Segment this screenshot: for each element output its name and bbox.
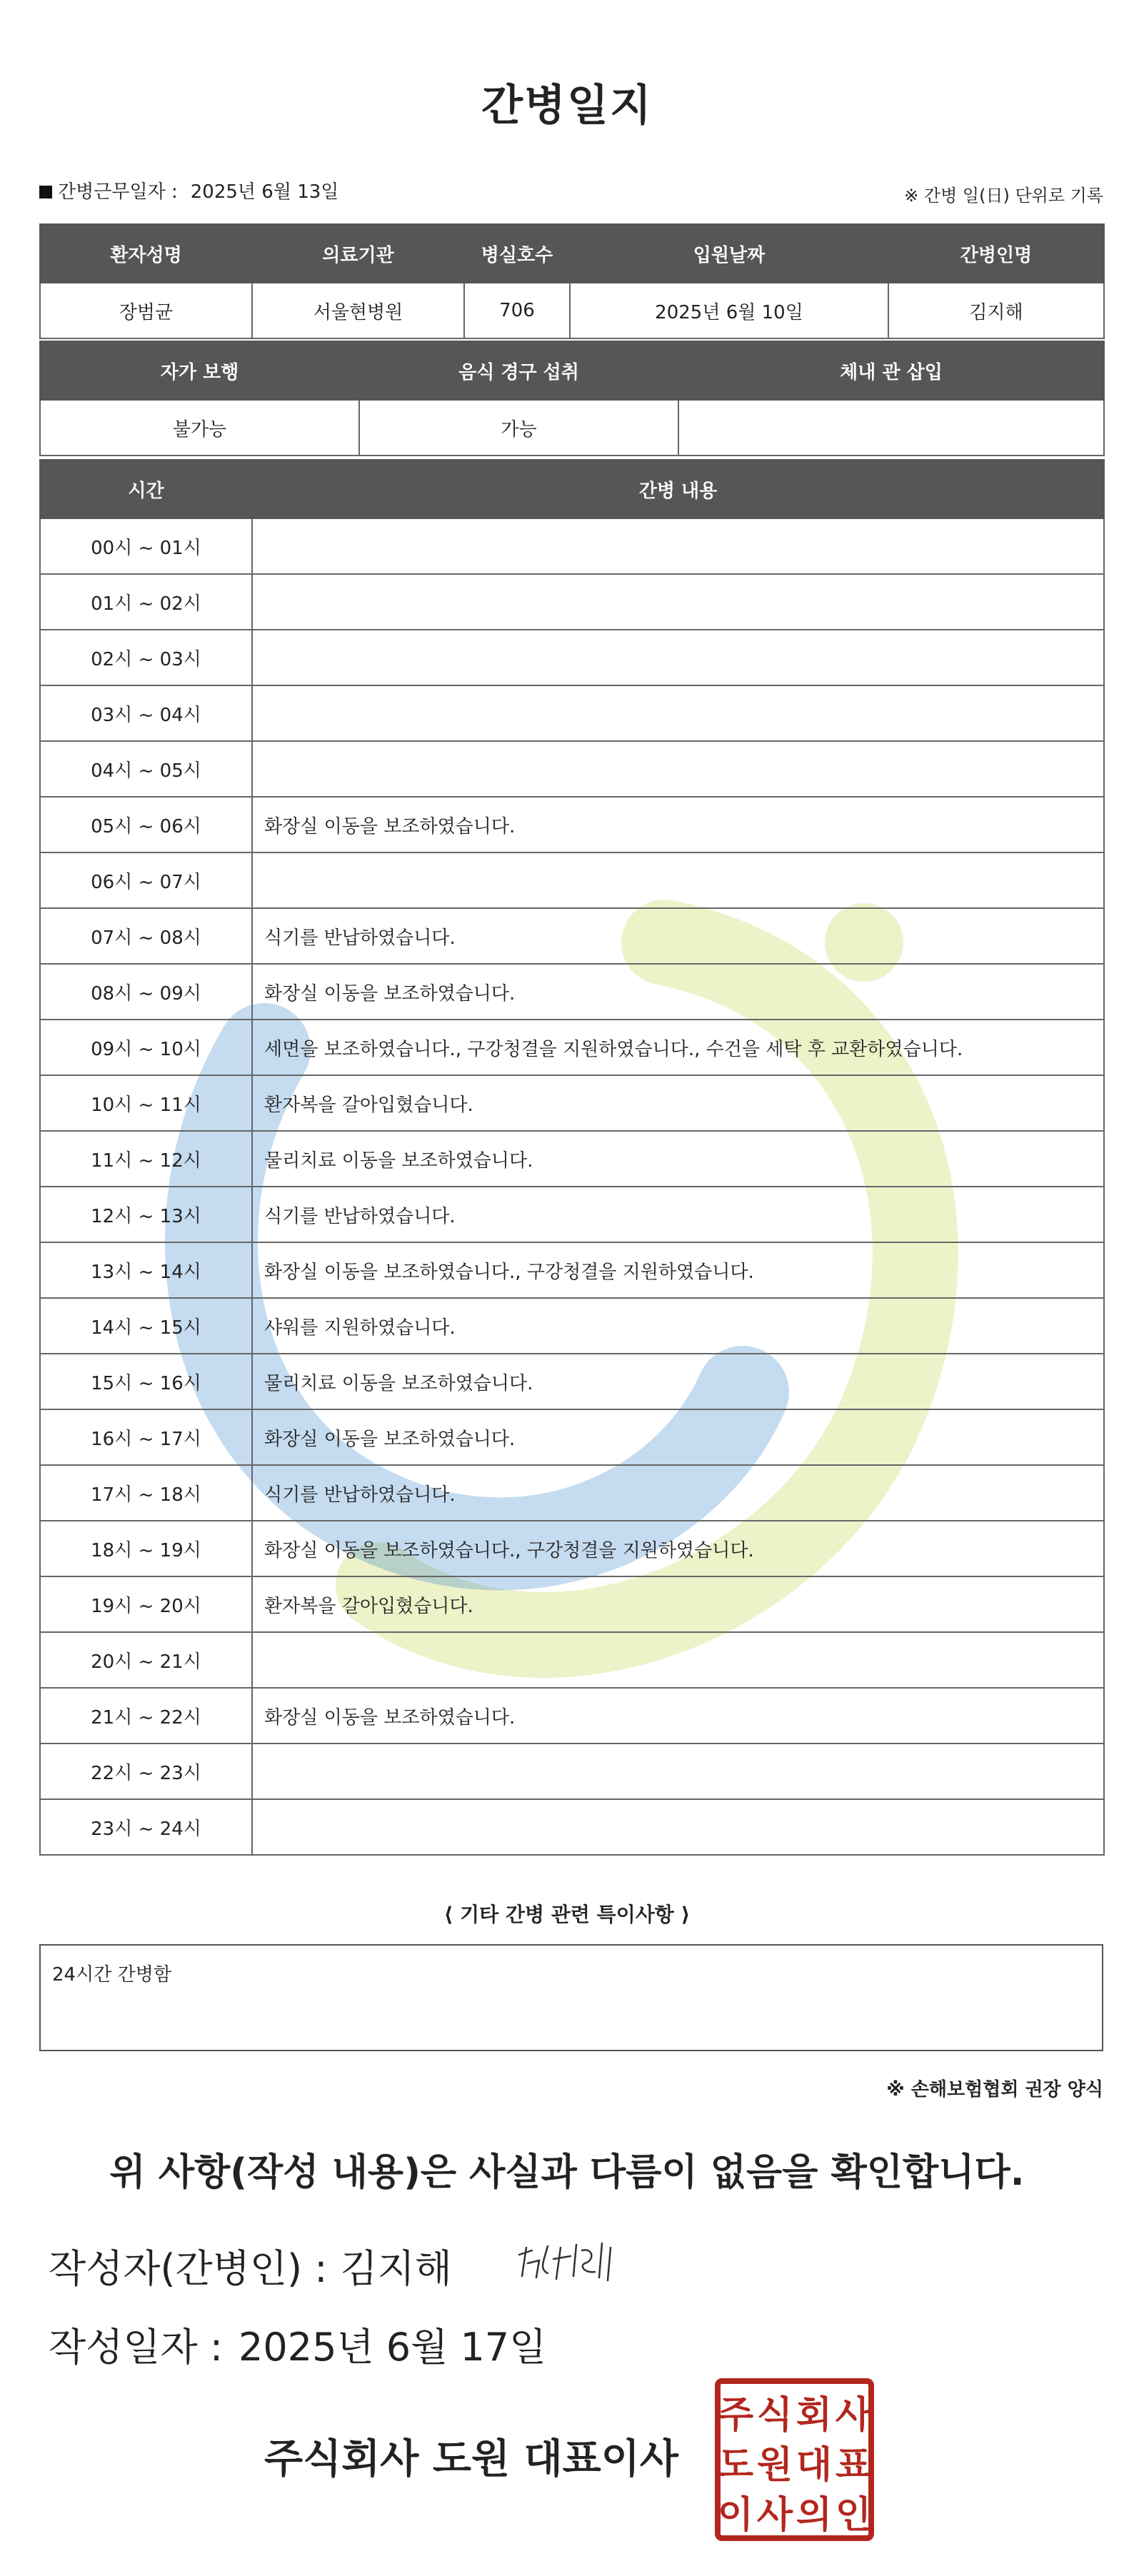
stamp-glyph: 원 [756, 2444, 793, 2487]
hour-range: 18시 ~ 19시 [40, 1521, 252, 1576]
care-content [252, 1744, 1104, 1799]
patient-name: 장범균 [40, 283, 252, 338]
care-content: 식기를 반납하였습니다. [252, 1465, 1104, 1521]
header-oral-intake: 음식 경구 섭취 [359, 341, 678, 400]
table-row [40, 574, 1104, 630]
table-row [40, 964, 1104, 1020]
patient-header-row [40, 224, 1104, 283]
confirm-statement: 위 사항(작성 내용)은 사실과 다름이 없음을 확인합니다. [109, 2151, 1025, 2194]
header-admission-date: 입원날짜 [570, 224, 888, 283]
hourly-care-table [39, 459, 1105, 1856]
hour-range: 19시 ~ 20시 [40, 1576, 252, 1632]
hour-range: 06시 ~ 07시 [40, 852, 252, 908]
hour-range: 00시 ~ 01시 [40, 518, 252, 574]
remarks-box [39, 1944, 1103, 2051]
hour-range: 04시 ~ 05시 [40, 741, 252, 797]
hour-range: 14시 ~ 15시 [40, 1298, 252, 1354]
remarks-title: ⟨ 기타 간병 관련 특이사항 ⟩ [443, 1903, 691, 1926]
stamp-glyph: 표 [835, 2444, 872, 2487]
stamp-glyph: 대 [796, 2444, 833, 2487]
table-row [40, 1521, 1104, 1576]
care-content: 샤워를 지원하였습니다. [252, 1298, 1104, 1354]
table-row [40, 1298, 1104, 1354]
oral-intake-value: 가능 [359, 400, 678, 456]
condition-table [39, 341, 1105, 456]
signature-image [511, 2226, 639, 2290]
hours-header-row [40, 460, 1104, 518]
table-row [40, 1354, 1104, 1409]
hours-body [40, 518, 1104, 1855]
caregiver-name: 김지해 [888, 283, 1104, 338]
author-line [49, 2238, 452, 2293]
patient-value-row [40, 283, 1104, 338]
write-date-value: 2025년 6월 17일 [239, 2325, 547, 2370]
care-content [252, 630, 1104, 685]
care-content: 화장실 이동을 보조하였습니다. [252, 1688, 1104, 1744]
self-walking-value: 불가능 [40, 400, 359, 456]
room-number: 706 [464, 283, 570, 338]
stamp-glyph: 의 [796, 2494, 833, 2537]
hour-range: 21시 ~ 22시 [40, 1688, 252, 1744]
care-content: 화장실 이동을 보조하였습니다. [252, 1409, 1104, 1465]
hour-range: 05시 ~ 06시 [40, 797, 252, 852]
table-row [40, 852, 1104, 908]
table-row [40, 1744, 1104, 1799]
stamp-glyph: 도 [717, 2444, 754, 2487]
unit-note: ※ 간병 일(日) 단위로 기록 [904, 186, 1103, 206]
work-date-label: 간병근무일자 : [58, 181, 178, 203]
hour-range: 03시 ~ 04시 [40, 685, 252, 741]
care-content: 식기를 반납하였습니다. [252, 1187, 1104, 1242]
hour-range: 10시 ~ 11시 [40, 1075, 252, 1131]
care-content: 화장실 이동을 보조하였습니다., 구강청결을 지원하였습니다. [252, 1242, 1104, 1298]
header-time: 시간 [40, 460, 252, 518]
table-row [40, 1576, 1104, 1632]
remarks-text: 24시간 간병함 [52, 1964, 171, 1986]
page-title: 간병일지 [481, 81, 653, 131]
table-row [40, 685, 1104, 741]
hour-range: 20시 ~ 21시 [40, 1632, 252, 1688]
author-name: 김지해 [340, 2246, 452, 2291]
care-content: 물리치료 이동을 보조하였습니다. [252, 1354, 1104, 1409]
care-content: 화장실 이동을 보조하였습니다. [252, 964, 1104, 1020]
square-bullet-icon [39, 186, 52, 198]
care-content [252, 685, 1104, 741]
hour-range: 07시 ~ 08시 [40, 908, 252, 964]
work-date [39, 177, 338, 203]
care-content: 화장실 이동을 보조하였습니다. [252, 797, 1104, 852]
write-date-line [49, 2317, 546, 2372]
table-row [40, 1465, 1104, 1521]
table-row [40, 1632, 1104, 1688]
hour-range: 23시 ~ 24시 [40, 1799, 252, 1855]
header-hospital: 의료기관 [252, 224, 464, 283]
hour-range: 09시 ~ 10시 [40, 1020, 252, 1075]
header-tube-insertion: 체내 관 삽입 [678, 341, 1104, 400]
condition-value-row [40, 400, 1104, 456]
table-row [40, 518, 1104, 574]
recommend-note: ※ 손해보험협회 권장 양식 [886, 2079, 1103, 2100]
patient-info-table [39, 223, 1105, 339]
care-content: 환자복을 갈아입혔습니다. [252, 1576, 1104, 1632]
author-label: 작성자(간병인) : [49, 2246, 328, 2291]
table-row [40, 1688, 1104, 1744]
header-patient-name: 환자성명 [40, 224, 252, 283]
table-row [40, 1187, 1104, 1242]
header-caregiver: 간병인명 [888, 224, 1104, 283]
stamp-glyph: 주 [717, 2394, 754, 2437]
hour-range: 01시 ~ 02시 [40, 574, 252, 630]
work-date-value: 2025년 6월 13일 [190, 181, 339, 203]
condition-header-row [40, 341, 1104, 400]
hour-range: 17시 ~ 18시 [40, 1465, 252, 1521]
care-content [252, 852, 1104, 908]
table-row [40, 1020, 1104, 1075]
care-content: 식기를 반납하였습니다. [252, 908, 1104, 964]
care-content [252, 574, 1104, 630]
hour-range: 12시 ~ 13시 [40, 1187, 252, 1242]
stamp-glyph: 식 [756, 2394, 793, 2437]
care-content [252, 741, 1104, 797]
care-content [252, 1632, 1104, 1688]
header-self-walking: 자가 보행 [40, 341, 359, 400]
care-content [252, 1799, 1104, 1855]
hour-range: 08시 ~ 09시 [40, 964, 252, 1020]
table-row [40, 1075, 1104, 1131]
admission-date: 2025년 6월 10일 [570, 283, 888, 338]
hour-range: 15시 ~ 16시 [40, 1354, 252, 1409]
table-row [40, 1409, 1104, 1465]
care-content: 세면을 보조하였습니다., 구강청결을 지원하였습니다., 수건을 세탁 후 교환하였습니다. [252, 1020, 1104, 1075]
hour-range: 02시 ~ 03시 [40, 630, 252, 685]
hour-range: 11시 ~ 12시 [40, 1131, 252, 1187]
company-seal-stamp [714, 2378, 875, 2542]
company-signatory: 주식회사 도원 대표이사 [264, 2436, 678, 2482]
stamp-glyph: 인 [835, 2494, 872, 2537]
care-content: 물리치료 이동을 보조하였습니다. [252, 1131, 1104, 1187]
stamp-glyph: 이 [717, 2494, 754, 2537]
tube-insertion-value [678, 400, 1104, 456]
table-row [40, 630, 1104, 685]
care-content: 환자복을 갈아입혔습니다. [252, 1075, 1104, 1131]
table-row [40, 1799, 1104, 1855]
table-row [40, 1131, 1104, 1187]
table-row [40, 741, 1104, 797]
table-row [40, 797, 1104, 852]
hour-range: 22시 ~ 23시 [40, 1744, 252, 1799]
stamp-glyph: 사 [756, 2494, 793, 2537]
hour-range: 16시 ~ 17시 [40, 1409, 252, 1465]
table-row [40, 908, 1104, 964]
table-row [40, 1242, 1104, 1298]
stamp-glyph: 회 [796, 2394, 833, 2437]
header-room: 병실호수 [464, 224, 570, 283]
header-care-content: 간병 내용 [252, 460, 1104, 518]
work-date-row [39, 177, 1103, 213]
hour-range: 13시 ~ 14시 [40, 1242, 252, 1298]
care-content [252, 518, 1104, 574]
care-content: 화장실 이동을 보조하였습니다., 구강청결을 지원하였습니다. [252, 1521, 1104, 1576]
stamp-glyph: 사 [835, 2394, 872, 2437]
write-date-label: 작성일자 : [49, 2325, 224, 2370]
hospital-name: 서울현병원 [252, 283, 464, 338]
